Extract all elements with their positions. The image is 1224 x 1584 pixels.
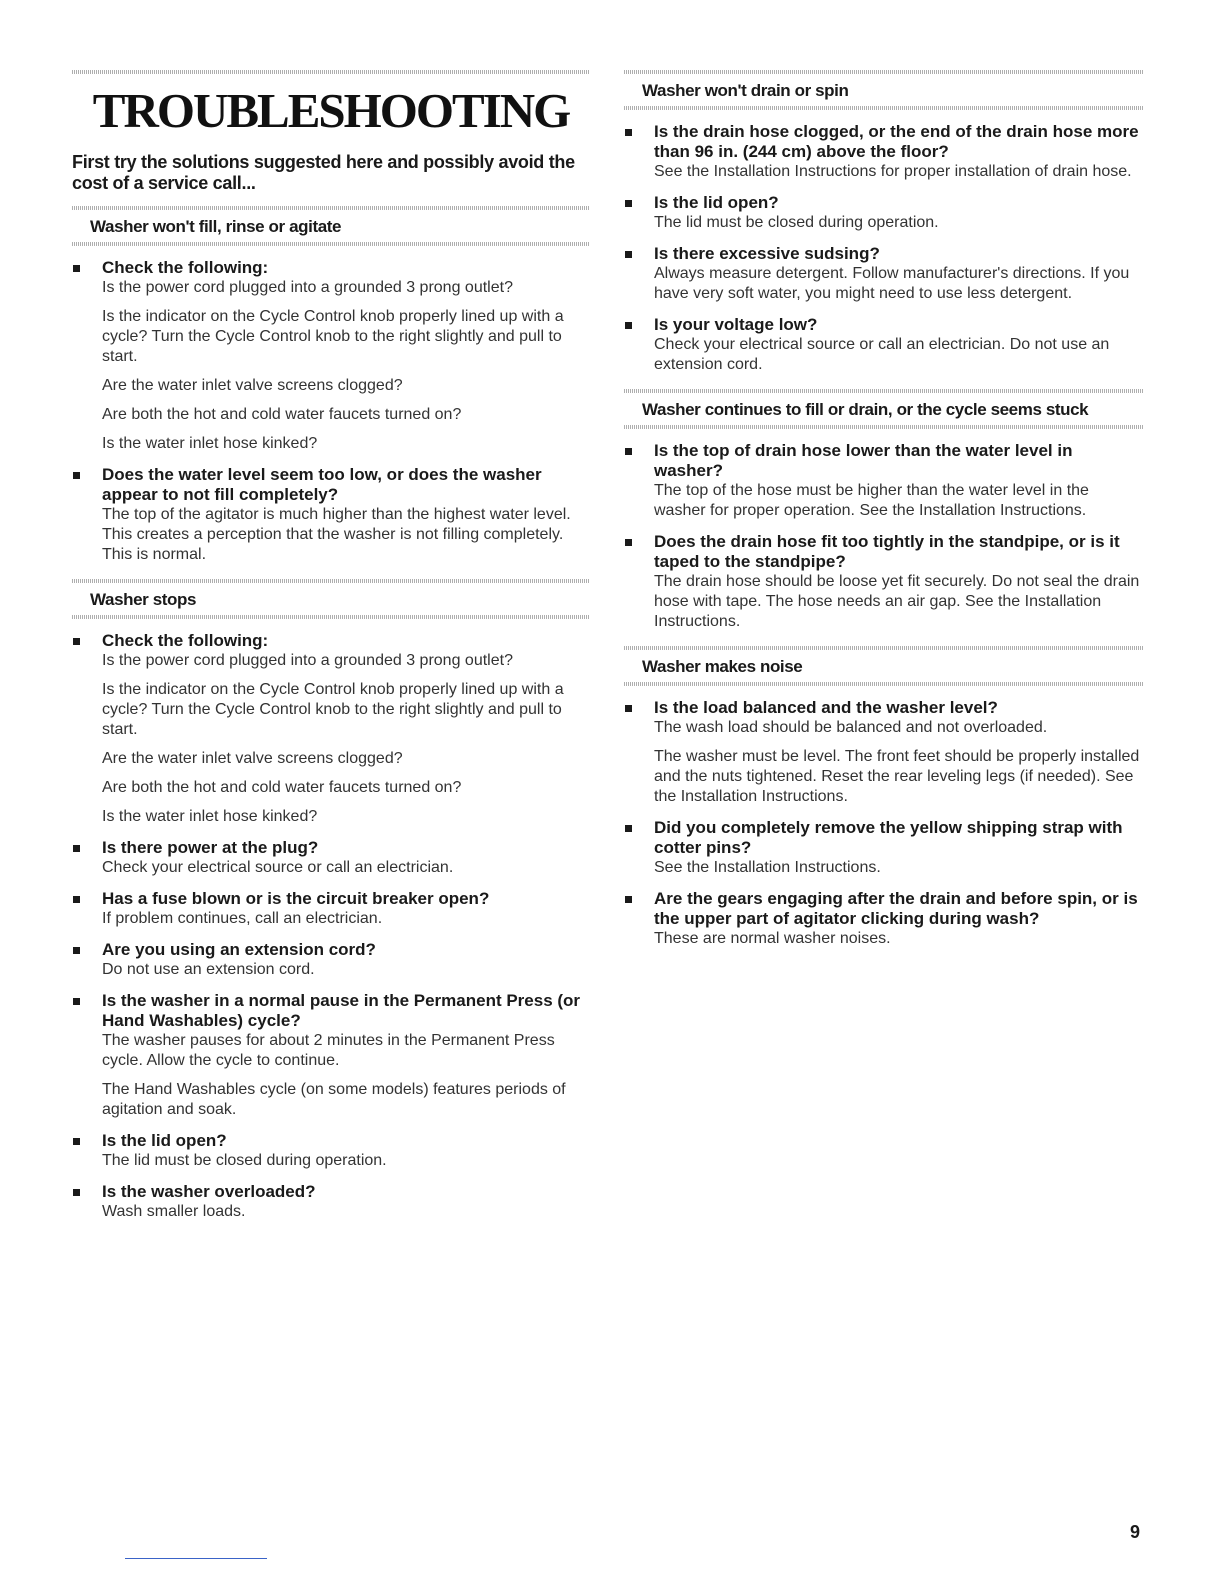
square-bullet-icon <box>625 448 632 455</box>
item-list <box>72 631 590 1222</box>
question-text: Is the top of drain hose lower than the water level in washer? <box>654 441 1073 480</box>
answer-text: Always measure detergent. Follow manufacturer's directions. If you have very soft water, you might need to use less detergent. <box>654 265 1130 302</box>
answer-text: Is the water inlet hose kinked? <box>102 434 318 452</box>
square-bullet-icon <box>625 200 632 207</box>
answer-text: The top of the agitator is much higher than the highest water level. This creates a perception that the washer is not filling completely. This is normal. <box>102 505 571 563</box>
page-number: 9 <box>1130 1522 1141 1542</box>
answer-text: Are the water inlet valve screens clogged? <box>102 376 403 394</box>
question-text: Are you using an extension cord? <box>102 939 376 959</box>
section-top-rule <box>624 646 1144 650</box>
answer-text: Is the indicator on the Cycle Control knob properly lined up with a cycle? Turn the Cycle Control knob to the right slightly and pull to start. <box>102 680 564 738</box>
question-text: Does the drain hose fit too tightly in the standpipe, or is it taped to the standpipe? <box>654 532 1120 571</box>
section-washer-won-t-fill-rinse-or-agitate <box>72 206 590 565</box>
section-top-rule <box>72 206 590 210</box>
section-washer-makes-noise <box>624 646 1144 949</box>
square-bullet-icon <box>73 1138 80 1145</box>
answer-text: Are the water inlet valve screens clogged? <box>102 749 403 767</box>
question-text: Is the washer in a normal pause in the Permanent Press (or Hand Washables) cycle? <box>102 990 581 1030</box>
section-washer-won-t-drain-or-spin <box>624 70 1144 375</box>
intro-text: First try the solutions suggested here and possibly avoid the cost of a service call... <box>72 151 575 193</box>
answer-text: The top of the hose must be higher than the water level in the washer for proper operation. See the Installation Instructions. <box>654 482 1089 519</box>
section-heading: Washer makes noise <box>642 657 803 676</box>
square-bullet-icon <box>73 998 80 1005</box>
item-list <box>624 441 1144 632</box>
divider <box>72 70 590 74</box>
answer-text: Is the indicator on the Cycle Control knob properly lined up with a cycle? Turn the Cycle Control knob to the right slightly and pull to start. <box>102 307 564 365</box>
answer-text: The lid must be closed during operation. <box>654 214 939 231</box>
list-item <box>72 940 590 980</box>
list-item <box>624 122 1144 182</box>
answer-text: Are both the hot and cold water faucets turned on? <box>102 778 462 796</box>
section-washer-continues-to-fill-or-drain-or-the-cycle-seems-stuck <box>624 389 1144 632</box>
section-bottom-rule <box>624 682 1144 686</box>
answer-text: Is the power cord plugged into a grounded 3 prong outlet? <box>102 278 513 296</box>
answer-text: Wash smaller loads. <box>102 1202 246 1220</box>
question-text: Check the following: <box>102 630 269 650</box>
answer-text: Check your electrical source or call an electrician. <box>102 858 454 876</box>
list-item <box>624 698 1144 807</box>
answer-text: The Hand Washables cycle (on some models) features periods of agitation and soak. <box>102 1080 566 1118</box>
square-bullet-icon <box>73 472 80 479</box>
square-bullet-icon <box>73 947 80 954</box>
square-bullet-icon <box>73 1189 80 1196</box>
square-bullet-icon <box>625 705 632 712</box>
list-item <box>624 315 1144 375</box>
list-item <box>624 193 1144 233</box>
answer-text: Is the power cord plugged into a grounded 3 prong outlet? <box>102 651 513 669</box>
section-top-rule <box>624 389 1144 393</box>
square-bullet-icon <box>73 265 80 272</box>
list-item <box>72 465 590 565</box>
square-bullet-icon <box>625 825 632 832</box>
footer-line <box>125 1558 267 1559</box>
answer-text: The wash load should be balanced and not overloaded. <box>654 719 1048 736</box>
answer-text: See the Installation Instructions. <box>654 859 881 876</box>
item-list <box>72 258 590 565</box>
square-bullet-icon <box>625 129 632 136</box>
list-item <box>72 889 590 929</box>
square-bullet-icon <box>73 896 80 903</box>
question-text: Is there excessive sudsing? <box>654 244 880 263</box>
list-item <box>624 244 1144 304</box>
answer-text: Check your electrical source or call an electrician. Do not use an extension cord. <box>654 336 1110 373</box>
section-bottom-rule <box>624 425 1144 429</box>
answer-text: These are normal washer noises. <box>654 930 891 947</box>
answer-text: The lid must be closed during operation. <box>102 1151 387 1169</box>
section-bottom-rule <box>72 242 590 246</box>
question-text: Is your voltage low? <box>654 315 818 334</box>
right-sections <box>624 70 1144 949</box>
left-column <box>72 70 590 1236</box>
answer-text: Is the water inlet hose kinked? <box>102 807 318 825</box>
square-bullet-icon <box>73 638 80 645</box>
answer-text: If problem continues, call an electrician. <box>102 909 383 927</box>
question-text: Are the gears engaging after the drain and before spin, or is the upper part of agitator clicking during wash? <box>654 889 1138 928</box>
list-item <box>72 258 590 454</box>
answer-text: See the Installation Instructions for proper installation of drain hose. <box>654 163 1132 180</box>
question-text: Does the water level seem too low, or does the washer appear to not fill completely? <box>102 464 542 504</box>
section-bottom-rule <box>72 615 590 619</box>
question-text: Is there power at the plug? <box>102 837 319 857</box>
list-item <box>72 991 590 1120</box>
question-text: Did you completely remove the yellow shipping strap with cotter pins? <box>654 818 1123 857</box>
section-heading: Washer won't fill, rinse or agitate <box>90 216 342 236</box>
section-heading: Washer stops <box>90 589 197 609</box>
question-text: Is the drain hose clogged, or the end of the drain hose more than 96 in. (244 cm) above the floor? <box>654 122 1139 161</box>
item-list <box>624 698 1144 949</box>
answer-text: Are both the hot and cold water faucets turned on? <box>102 405 462 423</box>
section-heading: Washer won't drain or spin <box>642 81 849 100</box>
question-text: Is the washer overloaded? <box>102 1181 316 1201</box>
list-item <box>624 532 1144 632</box>
question-text: Check the following: <box>102 257 269 277</box>
question-text: Is the lid open? <box>654 193 779 212</box>
list-item <box>72 838 590 878</box>
square-bullet-icon <box>625 322 632 329</box>
answer-text: The washer must be level. The front feet should be properly installed and the nuts tightened. Reset the rear leveling legs (if needed). See the Installation Instructions. <box>654 748 1140 805</box>
list-item <box>72 631 590 827</box>
section-top-rule <box>624 70 1144 74</box>
section-heading: Washer continues to fill or drain, or the cycle seems stuck <box>642 400 1089 419</box>
list-item <box>72 1131 590 1171</box>
question-text: Is the lid open? <box>102 1130 227 1150</box>
item-list <box>624 122 1144 375</box>
answer-text: The drain hose should be loose yet fit securely. Do not seal the drain hose with tape. The hose needs an air gap. See the Installation Instructions. <box>654 573 1140 630</box>
square-bullet-icon <box>625 251 632 258</box>
square-bullet-icon <box>625 896 632 903</box>
right-column <box>624 70 1144 963</box>
page-title: TROUBLESHOOTING <box>92 83 570 138</box>
list-item <box>72 1182 590 1222</box>
list-item <box>624 889 1144 949</box>
list-item <box>624 818 1144 878</box>
left-sections <box>72 206 590 1222</box>
answer-text: Do not use an extension cord. <box>102 960 315 978</box>
section-top-rule <box>72 579 590 583</box>
question-text: Has a fuse blown or is the circuit breaker open? <box>102 888 490 908</box>
question-text: Is the load balanced and the washer level? <box>654 698 998 717</box>
square-bullet-icon <box>73 845 80 852</box>
section-bottom-rule <box>624 106 1144 110</box>
list-item <box>624 441 1144 521</box>
answer-text: The washer pauses for about 2 minutes in the Permanent Press cycle. Allow the cycle to continue. <box>102 1031 555 1069</box>
section-washer-stops <box>72 579 590 1222</box>
square-bullet-icon <box>625 539 632 546</box>
